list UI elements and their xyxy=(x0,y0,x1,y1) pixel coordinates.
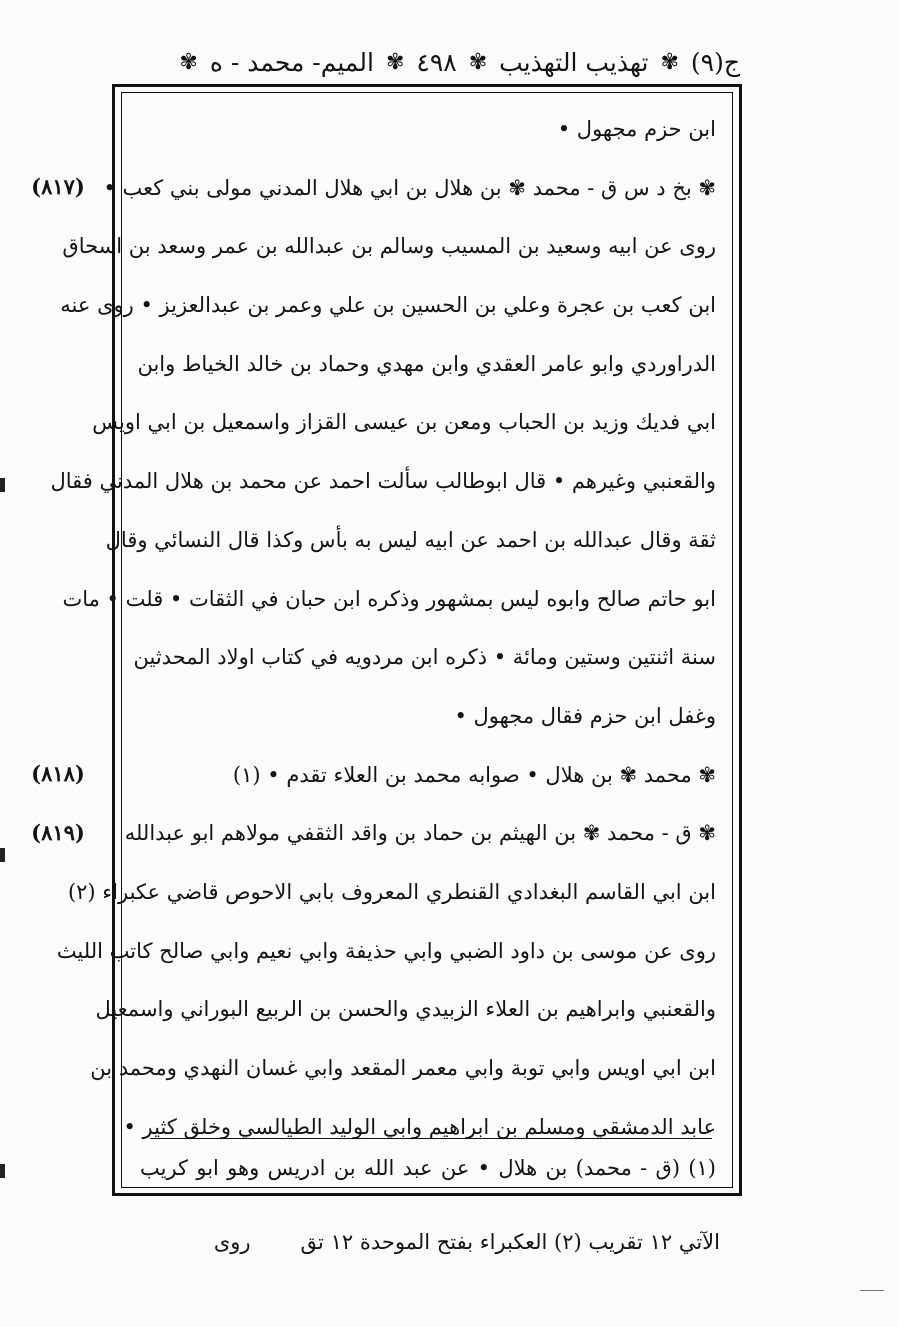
text-line: ✾ محمد ✾ بن هلال • صوابه محمد بن العلاء تقدم • (١) xyxy=(232,762,716,787)
text-line: وغفل ابن حزم فقال مجهول • xyxy=(454,703,716,728)
text-line: سنة اثنتين وستين ومائة • ذكره ابن مردويه في كتاب اولاد المحدثين xyxy=(133,645,716,670)
scan-margin-mark xyxy=(0,848,5,862)
text-line: ابن ابي القاسم البغدادي القنطري المعروف بابي الاحوص قاضي عكبراء (٢) xyxy=(67,879,716,904)
entry-number-818: (٨١٨) xyxy=(31,761,85,786)
header-volume: ج(٩) xyxy=(690,47,740,77)
text-line: روى عن موسى بن داود الضبي وابي حذيفة وابي نعيم وابي صالح كاتب الليث xyxy=(56,938,716,963)
footnote: (١) (ق - محمد) بن هلال • عن عبد الله بن ادريس وهو ابو كريب xyxy=(140,1156,716,1180)
header-book-title: تهذيب التهذيب xyxy=(499,47,649,77)
text-line: ابي فديك وزيد بن الحباب ومعن بن عيسى القزاز واسمعيل بن ابي اويس xyxy=(92,410,716,435)
text-line: الدراوردي وابو عامر العقدي وابن مهدي وحماد بن خالد الخياط وابن xyxy=(137,351,716,376)
scan-margin-mark xyxy=(0,1164,5,1178)
entry-number-819: (٨١٩) xyxy=(31,820,85,845)
text-line: عابد الدمشقي ومسلم بن ابراهيم وابي الوليد الطيالسي وخلق كثير • xyxy=(123,1114,716,1139)
text-line: ابن كعب بن عجرة وعلي بن الحسين بن علي وعمر بن عبدالعزيز • روى عنه xyxy=(60,293,716,318)
text-line: روى عن ابيه وسعيد بن المسيب وسالم بن عبدالله بن عمر وسعد بن اسحاق xyxy=(62,234,716,259)
header-section: الميم- محمد - ه xyxy=(209,47,374,77)
scan-edge-dash xyxy=(860,1290,884,1291)
ornament-icon: ✾ xyxy=(660,49,679,75)
catchword: روى xyxy=(213,1230,251,1254)
text-line: ابن حزم مجهول • xyxy=(557,117,716,141)
text-line: ثقة وقال عبدالله بن احمد عن ابيه ليس به بأس وكذا قال النسائي وقال xyxy=(105,527,716,552)
ornament-icon: ✾ xyxy=(385,49,405,75)
footnote-rule xyxy=(150,1138,712,1139)
running-header xyxy=(110,40,740,84)
ornament-icon: ✾ xyxy=(468,49,488,75)
entry-number-817: (٨١٧) xyxy=(31,174,85,199)
footnote-continuation-text: الآتي ١٢ تقريب (٢) العكبراء بفتح الموحدة ١٢ تق xyxy=(300,1230,720,1254)
text-line: والقعنبي وابراهيم بن العلاء الزبيدي والحسن بن الربيع البوراني واسمعيل xyxy=(95,997,716,1022)
footnote-continuation xyxy=(180,1222,720,1262)
ornament-icon: ✾ xyxy=(179,49,198,75)
text-line: ابن ابي اويس وابي توبة وابي معمر المقعد وابي غسان النهدي ومحمد بن xyxy=(90,1056,716,1080)
text-line: والقعنبي وغيرهم • قال ابوطالب سألت احمد عن محمد بن هلال المدني فقال xyxy=(50,469,716,494)
scan-margin-mark xyxy=(0,478,5,492)
header-page-number: ٤٩٨ xyxy=(416,47,457,77)
text-line: ✾ ق - محمد ✾ بن الهيثم بن حماد بن واقد الثقفي مولاهم ابو عبدالله xyxy=(124,821,716,846)
text-line: ✾ بخ د س ق - محمد ✾ بن هلال بن ابي هلال المدني مولى بني كعب • xyxy=(103,175,716,200)
text-line: ابو حاتم صالح وابوه ليس بمشهور وذكره ابن حبان في الثقات • قلت • مات xyxy=(62,586,716,611)
